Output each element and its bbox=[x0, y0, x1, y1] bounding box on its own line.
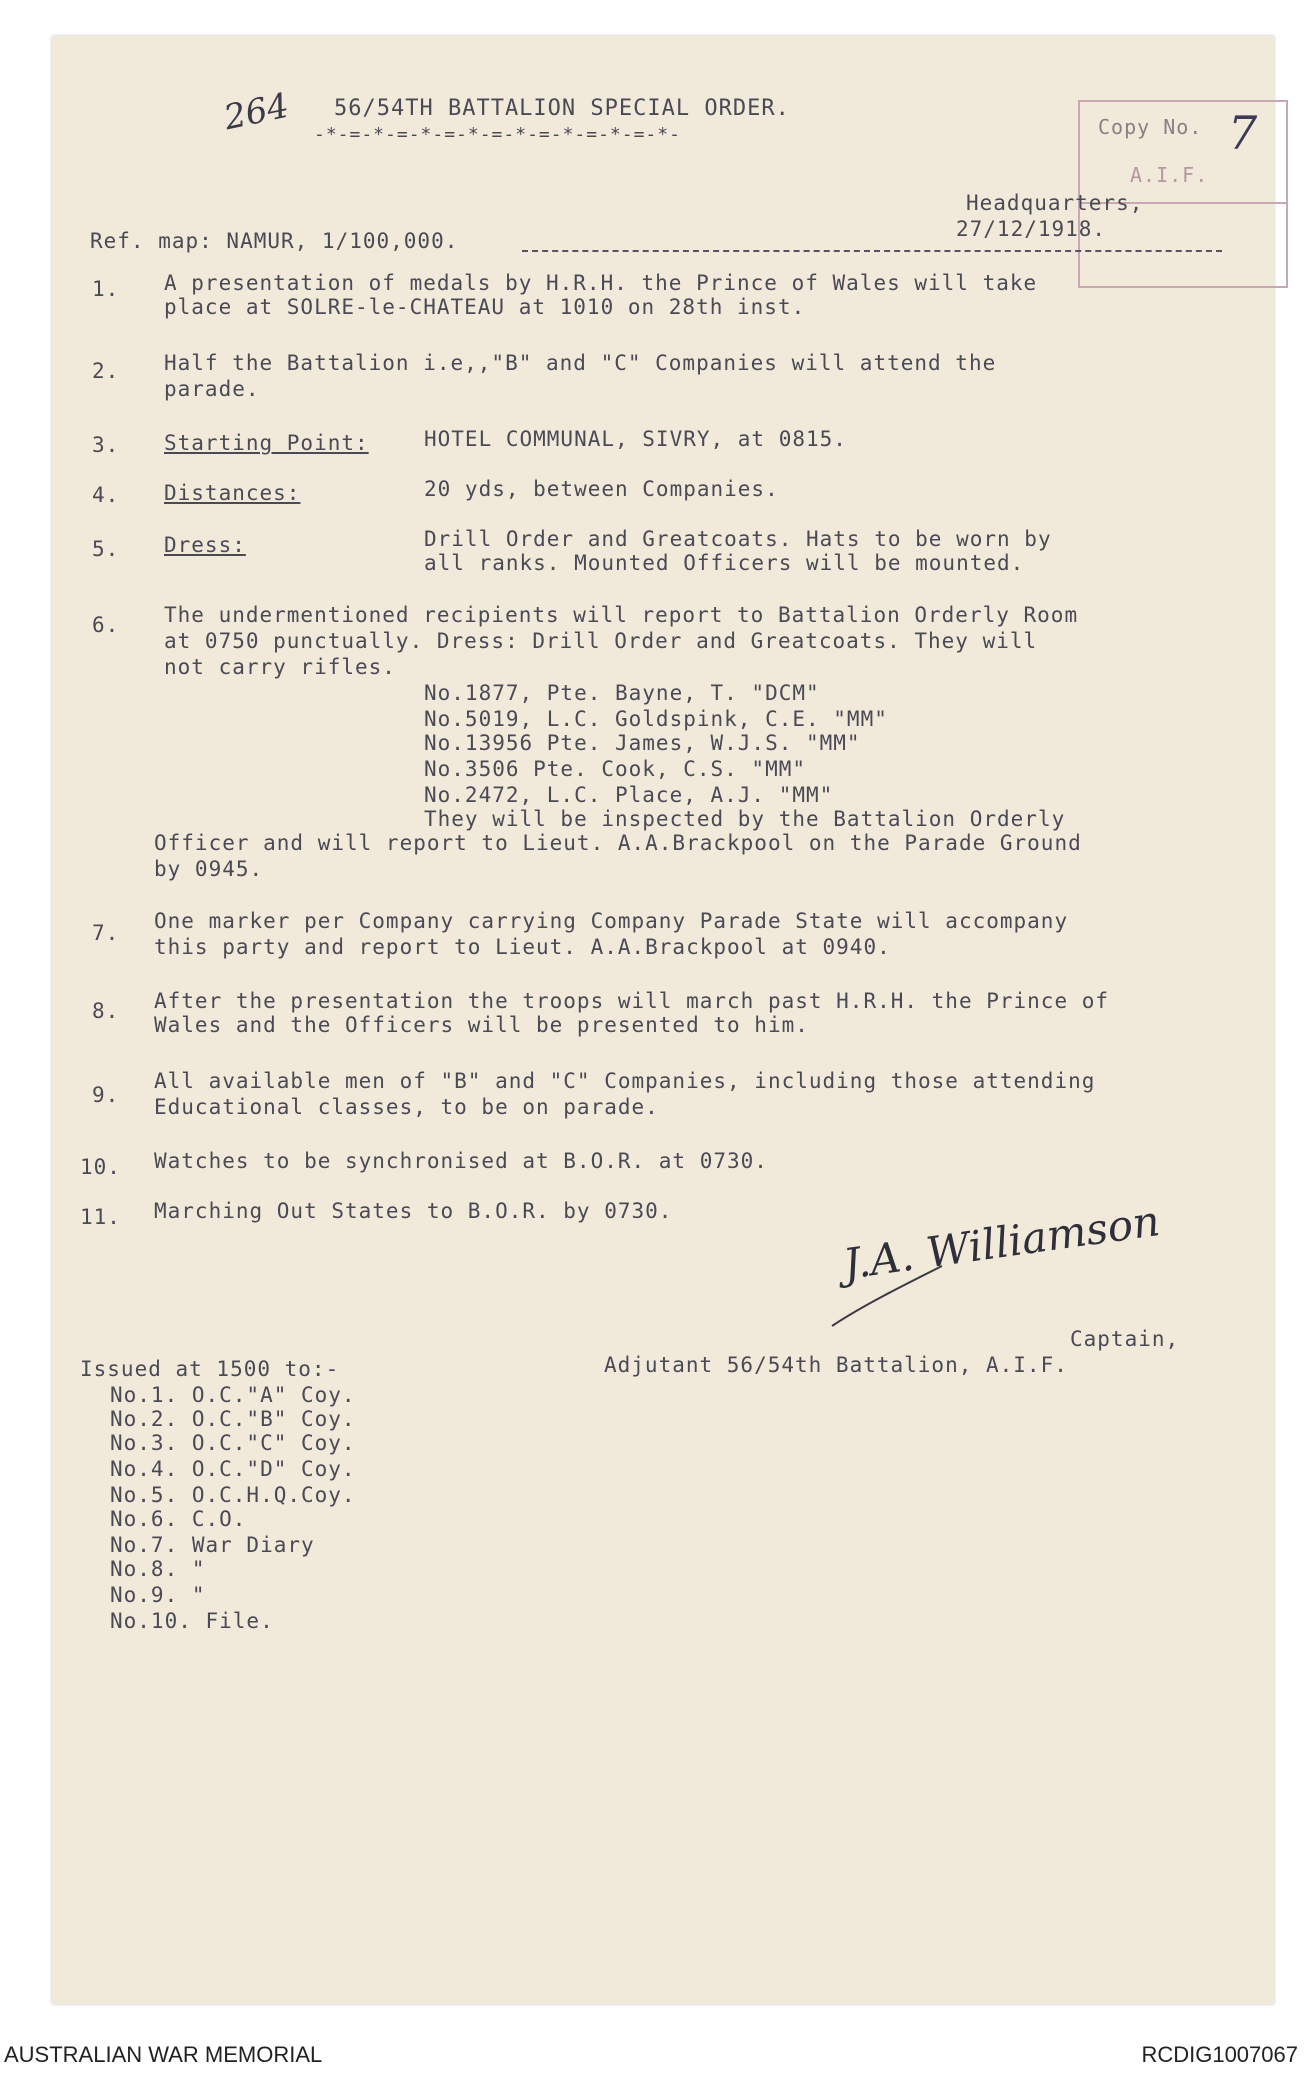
recipient-2: No.5019, L.C. Goldspink, C.E. "MM" bbox=[424, 707, 888, 731]
dress-value-line-2: all ranks. Mounted Officers will be mounted. bbox=[424, 551, 1025, 575]
order-date: 27/12/1918. bbox=[956, 217, 1107, 241]
signature-rank: Captain, bbox=[1070, 1327, 1180, 1351]
item-9-line-2: Educational classes, to be on parade. bbox=[154, 1095, 659, 1119]
dress-value-line-1: Drill Order and Greatcoats. Hats to be worn by bbox=[424, 527, 1052, 551]
hq-label: Headquarters, bbox=[966, 191, 1144, 215]
dress-label: Dress: bbox=[164, 533, 246, 557]
distribution-item: No.8. " bbox=[110, 1557, 206, 1581]
ref-map-dash-rule bbox=[522, 250, 1222, 252]
signature-flourish bbox=[822, 1256, 962, 1336]
recipient-5: No.2472, L.C. Place, A.J. "MM" bbox=[424, 783, 834, 807]
stamp-copy-number: 7 bbox=[1228, 106, 1258, 160]
order-title: 56/54TH BATTALION SPECIAL ORDER. bbox=[334, 96, 790, 121]
recipient-3: No.13956 Pte. James, W.J.S. "MM" bbox=[424, 731, 861, 755]
item-number: 4. bbox=[92, 483, 120, 507]
item-number: 1. bbox=[92, 277, 120, 301]
item-1-line-1: A presentation of medals by H.R.H. the Prince of Wales will take bbox=[164, 271, 1038, 295]
recipient-4: No.3506 Pte. Cook, C.S. "MM" bbox=[424, 757, 807, 781]
item-2-line-1: Half the Battalion i.e,,"B" and "C" Companies will attend the bbox=[164, 351, 997, 375]
starting-point-label: Starting Point: bbox=[164, 431, 369, 455]
footer-archive-name: AUSTRALIAN WAR MEMORIAL bbox=[4, 2042, 323, 2067]
item-6-line-1: The undermentioned recipients will report to Battalion Orderly Room bbox=[164, 603, 1079, 627]
ref-map: Ref. map: NAMUR, 1/100,000. bbox=[90, 229, 459, 253]
item-8-line-1: After the presentation the troops will march past H.R.H. the Prince of bbox=[154, 989, 1110, 1013]
recipient-1: No.1877, Pte. Bayne, T. "DCM" bbox=[424, 681, 820, 705]
stamp-copy-label: Copy No. bbox=[1098, 115, 1203, 139]
distribution-item: No.9. " bbox=[110, 1583, 206, 1607]
item-2-line-2: parade. bbox=[164, 377, 260, 401]
item-7-line-2: this party and report to Lieut. A.A.Brackpool at 0940. bbox=[154, 935, 891, 959]
file-number: 264 bbox=[220, 85, 293, 139]
item-6-after-2: Officer and will report to Lieut. A.A.Brackpool on the Parade Ground bbox=[154, 831, 1082, 855]
distribution-item: No.4. O.C."D" Coy. bbox=[110, 1457, 356, 1481]
item-7-line-1: One marker per Company carrying Company Parade State will accompany bbox=[154, 909, 1069, 933]
item-6-after-1: They will be inspected by the Battalion Orderly bbox=[424, 807, 1066, 831]
item-number: 9. bbox=[92, 1083, 120, 1107]
document-page bbox=[52, 36, 1274, 2004]
starting-point-value: HOTEL COMMUNAL, SIVRY, at 0815. bbox=[424, 427, 847, 451]
distances-value: 20 yds, between Companies. bbox=[424, 477, 779, 501]
item-number: 10. bbox=[80, 1155, 121, 1179]
item-number: 2. bbox=[92, 359, 120, 383]
distribution-item: No.5. O.C.H.Q.Coy. bbox=[110, 1483, 356, 1507]
distribution-item: No.7. War Diary bbox=[110, 1533, 315, 1557]
item-11-line-1: Marching Out States to B.O.R. by 0730. bbox=[154, 1199, 673, 1223]
footer-record-id: RCDIG1007067 bbox=[1141, 2042, 1298, 2067]
item-6-after-3: by 0945. bbox=[154, 857, 264, 881]
distribution-item: No.1. O.C."A" Coy. bbox=[110, 1383, 356, 1407]
item-9-line-1: All available men of "B" and "C" Companies, including those attending bbox=[154, 1069, 1096, 1093]
item-number: 11. bbox=[80, 1205, 121, 1229]
item-6-line-2: at 0750 punctually. Dress: Drill Order and Greatcoats. They will bbox=[164, 629, 1038, 653]
distribution-item: No.3. O.C."C" Coy. bbox=[110, 1431, 356, 1455]
distribution-item: No.6. C.O. bbox=[110, 1507, 247, 1531]
handwritten-signature: J.A. Williamson bbox=[840, 1196, 1163, 1289]
distribution-heading: Issued at 1500 to:- bbox=[80, 1357, 340, 1381]
distances-label: Distances: bbox=[164, 481, 301, 505]
title-rule: -*-=-*-=-*-=-*-=-*-=-*-=-*-=-*- bbox=[314, 124, 681, 145]
item-number: 6. bbox=[92, 613, 120, 637]
stamp-aif: A.I.F. bbox=[1130, 163, 1209, 187]
item-number: 3. bbox=[92, 433, 120, 457]
distribution-item: No.2. O.C."B" Coy. bbox=[110, 1407, 356, 1431]
item-number: 5. bbox=[92, 537, 120, 561]
signature-position: Adjutant 56/54th Battalion, A.I.F. bbox=[604, 1353, 1068, 1377]
item-number: 8. bbox=[92, 999, 120, 1023]
item-8-line-2: Wales and the Officers will be presented to him. bbox=[154, 1013, 809, 1037]
item-10-line-1: Watches to be synchronised at B.O.R. at 0730. bbox=[154, 1149, 768, 1173]
item-1-line-2: place at SOLRE-le-CHATEAU at 1010 on 28th inst. bbox=[164, 295, 806, 319]
item-6-line-3: not carry rifles. bbox=[164, 655, 396, 679]
distribution-item: No.10. File. bbox=[110, 1609, 274, 1633]
item-number: 7. bbox=[92, 921, 120, 945]
